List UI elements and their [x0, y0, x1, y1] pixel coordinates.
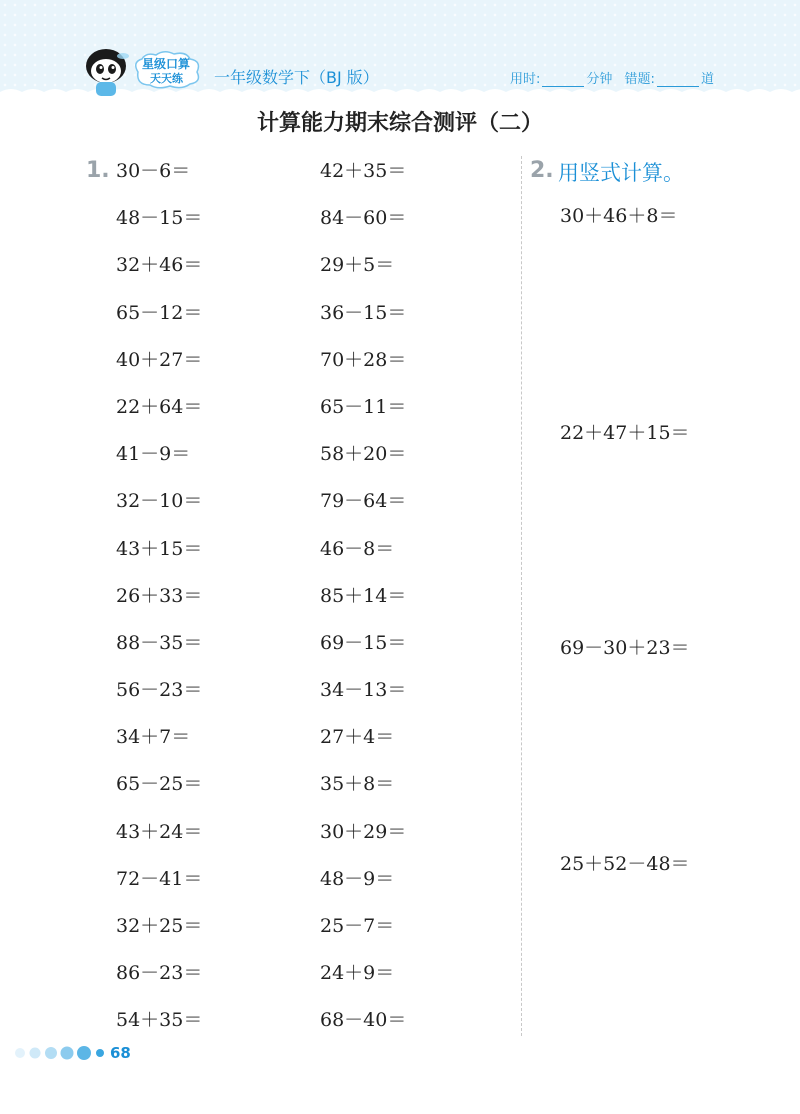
- problem-item: 79－64＝: [320, 490, 407, 513]
- minute-label: 分钟: [586, 72, 613, 87]
- problem-item: 58＋20＝: [320, 443, 407, 466]
- problem-item: 43＋15＝: [116, 537, 203, 560]
- problem-item: 88－35＝: [116, 631, 203, 654]
- problem-item: 84－60＝: [320, 207, 407, 230]
- badge-line2: 天天练: [150, 72, 183, 85]
- vertical-problem-3: 69－30＋23＝: [560, 637, 690, 659]
- problem-item: 69－15＝: [320, 631, 407, 654]
- badge-line1: 星级口算: [142, 57, 191, 71]
- vertical-problem-1: 30＋46＋8＝: [560, 205, 678, 227]
- problem-item: 30－6＝: [116, 160, 191, 182]
- problem-item: 25－7＝: [320, 915, 395, 937]
- section1-column-1: [116, 156, 202, 1053]
- problem-item: 72－41＝: [116, 867, 203, 890]
- footer-dots-decoration: [14, 1045, 104, 1061]
- time-errors-record: [510, 68, 714, 87]
- mascot-icon: [78, 44, 138, 100]
- errors-label: 错题:: [624, 72, 655, 87]
- book-title: 一年级数学下（BJ 版）: [214, 68, 379, 87]
- problem-item: 32＋25＝: [116, 915, 203, 937]
- time-blank: [542, 74, 584, 87]
- problem-item: 32－10＝: [116, 490, 203, 513]
- problem-item: 42＋35＝: [320, 160, 407, 182]
- page-title: 计算能力期末综合测评（二）: [256, 111, 543, 136]
- problem-item: 70＋28＝: [320, 348, 407, 371]
- problem-item: 48－15＝: [116, 207, 203, 230]
- errors-blank: [657, 74, 699, 87]
- problem-item: 26＋33＝: [116, 584, 203, 607]
- problem-item: 36－15＝: [320, 301, 407, 324]
- problem-item: 48－9＝: [320, 867, 395, 890]
- section2-instruction: 用竖式计算。: [558, 161, 684, 185]
- problem-item: 56－23＝: [116, 679, 203, 702]
- problem-item: 35＋8＝: [320, 773, 395, 796]
- section1-column-2: [320, 156, 406, 1053]
- errors-unit: 道: [700, 72, 714, 87]
- problem-item: 27＋4＝: [320, 726, 395, 749]
- page-number: 68: [110, 1044, 131, 1062]
- section2-number: 2.: [530, 158, 554, 183]
- problem-item: 22＋64＝: [116, 395, 203, 418]
- problem-item: 32＋46＝: [116, 254, 203, 277]
- problem-item: 24＋9＝: [320, 962, 395, 985]
- problem-item: 65－12＝: [116, 301, 203, 324]
- column-divider: [521, 156, 522, 1036]
- problem-item: 85＋14＝: [320, 584, 407, 607]
- problem-item: 34＋7＝: [116, 726, 191, 749]
- vertical-problem-4: 25＋52－48＝: [560, 853, 690, 875]
- problem-item: 86－23＝: [116, 962, 203, 985]
- section1-number: 1.: [86, 158, 110, 183]
- problem-item: 41－9＝: [116, 443, 191, 466]
- time-label: 用时:: [510, 72, 541, 87]
- problem-item: 54＋35＝: [116, 1009, 203, 1032]
- problem-item: 29＋5＝: [320, 254, 395, 277]
- problem-item: 46－8＝: [320, 537, 395, 560]
- problem-item: 43＋24＝: [116, 820, 203, 843]
- vertical-problem-2: 22＋47＋15＝: [560, 422, 690, 444]
- problem-item: 68－40＝: [320, 1009, 407, 1032]
- problem-item: 65－25＝: [116, 773, 203, 796]
- problem-item: 40＋27＝: [116, 348, 203, 371]
- problem-item: 30＋29＝: [320, 820, 407, 843]
- problem-item: 34－13＝: [320, 679, 407, 702]
- problem-item: 65－11＝: [320, 395, 407, 418]
